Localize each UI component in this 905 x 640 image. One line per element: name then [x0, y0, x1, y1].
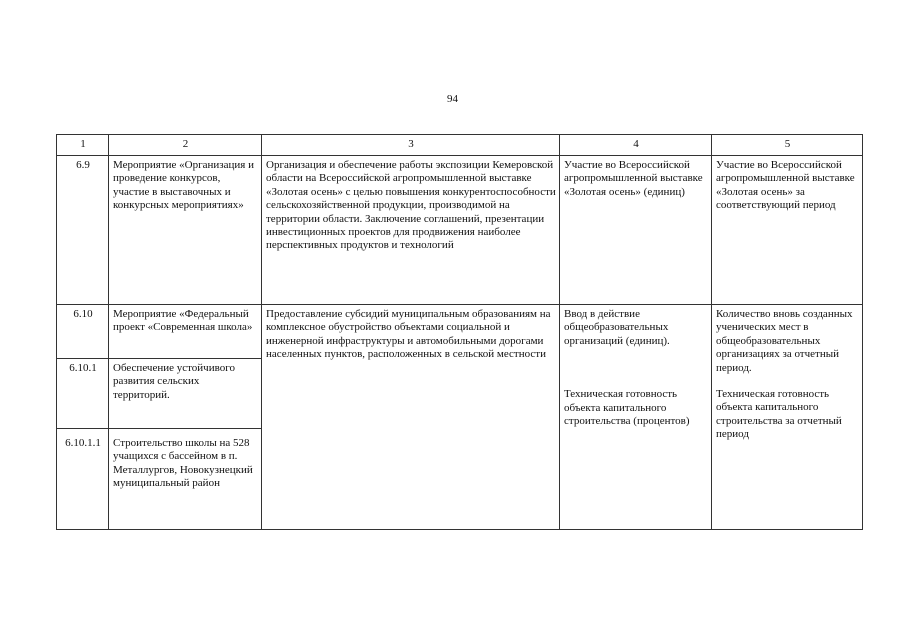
event-name: Мероприятие «Организация и проведение конкурсов, участие в выставочных и конкурсных мероприятиях»	[109, 156, 262, 305]
row-number: 6.9	[57, 156, 109, 305]
table-row	[57, 156, 863, 305]
row-number: 6.10.1	[57, 359, 109, 429]
header-col-5: 5	[712, 135, 863, 156]
page-number: 94	[447, 93, 458, 105]
indicator-name: Ввод в действие общеобразовательных организаций (единиц).	[564, 308, 670, 347]
indicator-definition: Участие во Всероссийской агропромышленной выставке «Золотая осень» за соответствующий период	[712, 156, 863, 305]
header-row	[57, 135, 863, 156]
indicator-name: Техническая готовность объекта капитального строительства (процентов)	[564, 388, 690, 428]
definition-cell	[712, 305, 863, 530]
header-col-1: 1	[57, 135, 109, 156]
event-name: Строительство школы на 528 учащихся с бассейном в п. Металлургов, Новокузнецкий муниципальный район	[109, 429, 262, 530]
row-number: 6.10.1.1	[57, 429, 109, 530]
row-number: 6.10	[57, 305, 109, 359]
header-col-3: 3	[262, 135, 560, 156]
header-col-2: 2	[109, 135, 262, 156]
event-name: Обеспечение устойчивого развития сельских территорий.	[109, 359, 262, 429]
indicator-name: Участие во Всероссийской агропромышленной выставке «Золотая осень» (единиц)	[560, 156, 712, 305]
event-description: Предоставление субсидий муниципальным образованиям на комплексное обустройство объектами социальной и инженерной инфраструктуры и автомобильными дорогами населенных пунктов, расположенных в сельской местности	[262, 305, 560, 530]
event-name: Мероприятие «Федеральный проект «Современная школа»	[109, 305, 262, 359]
indicator-cell	[560, 305, 712, 530]
indicator-definition: Количество вновь созданных ученических мест в общеобразовательных организациях за отчетный период.	[716, 308, 853, 374]
program-table	[56, 134, 863, 530]
indicator-definition: Техническая готовность объекта капитального строительства за отчетный период	[716, 388, 842, 441]
event-description: Организация и обеспечение работы экспозиции Кемеровской области на Всероссийской агропромышленной выставке «Золотая осень» с целью повышения конкурентоспособности сельскохозяйственной продукции, производимой на территории области. Заключение соглашений, презентации инвестиционных проектов для продвижения наиболее перспективных продуктов и технологий	[262, 156, 560, 305]
table-row	[57, 305, 863, 359]
header-col-4: 4	[560, 135, 712, 156]
